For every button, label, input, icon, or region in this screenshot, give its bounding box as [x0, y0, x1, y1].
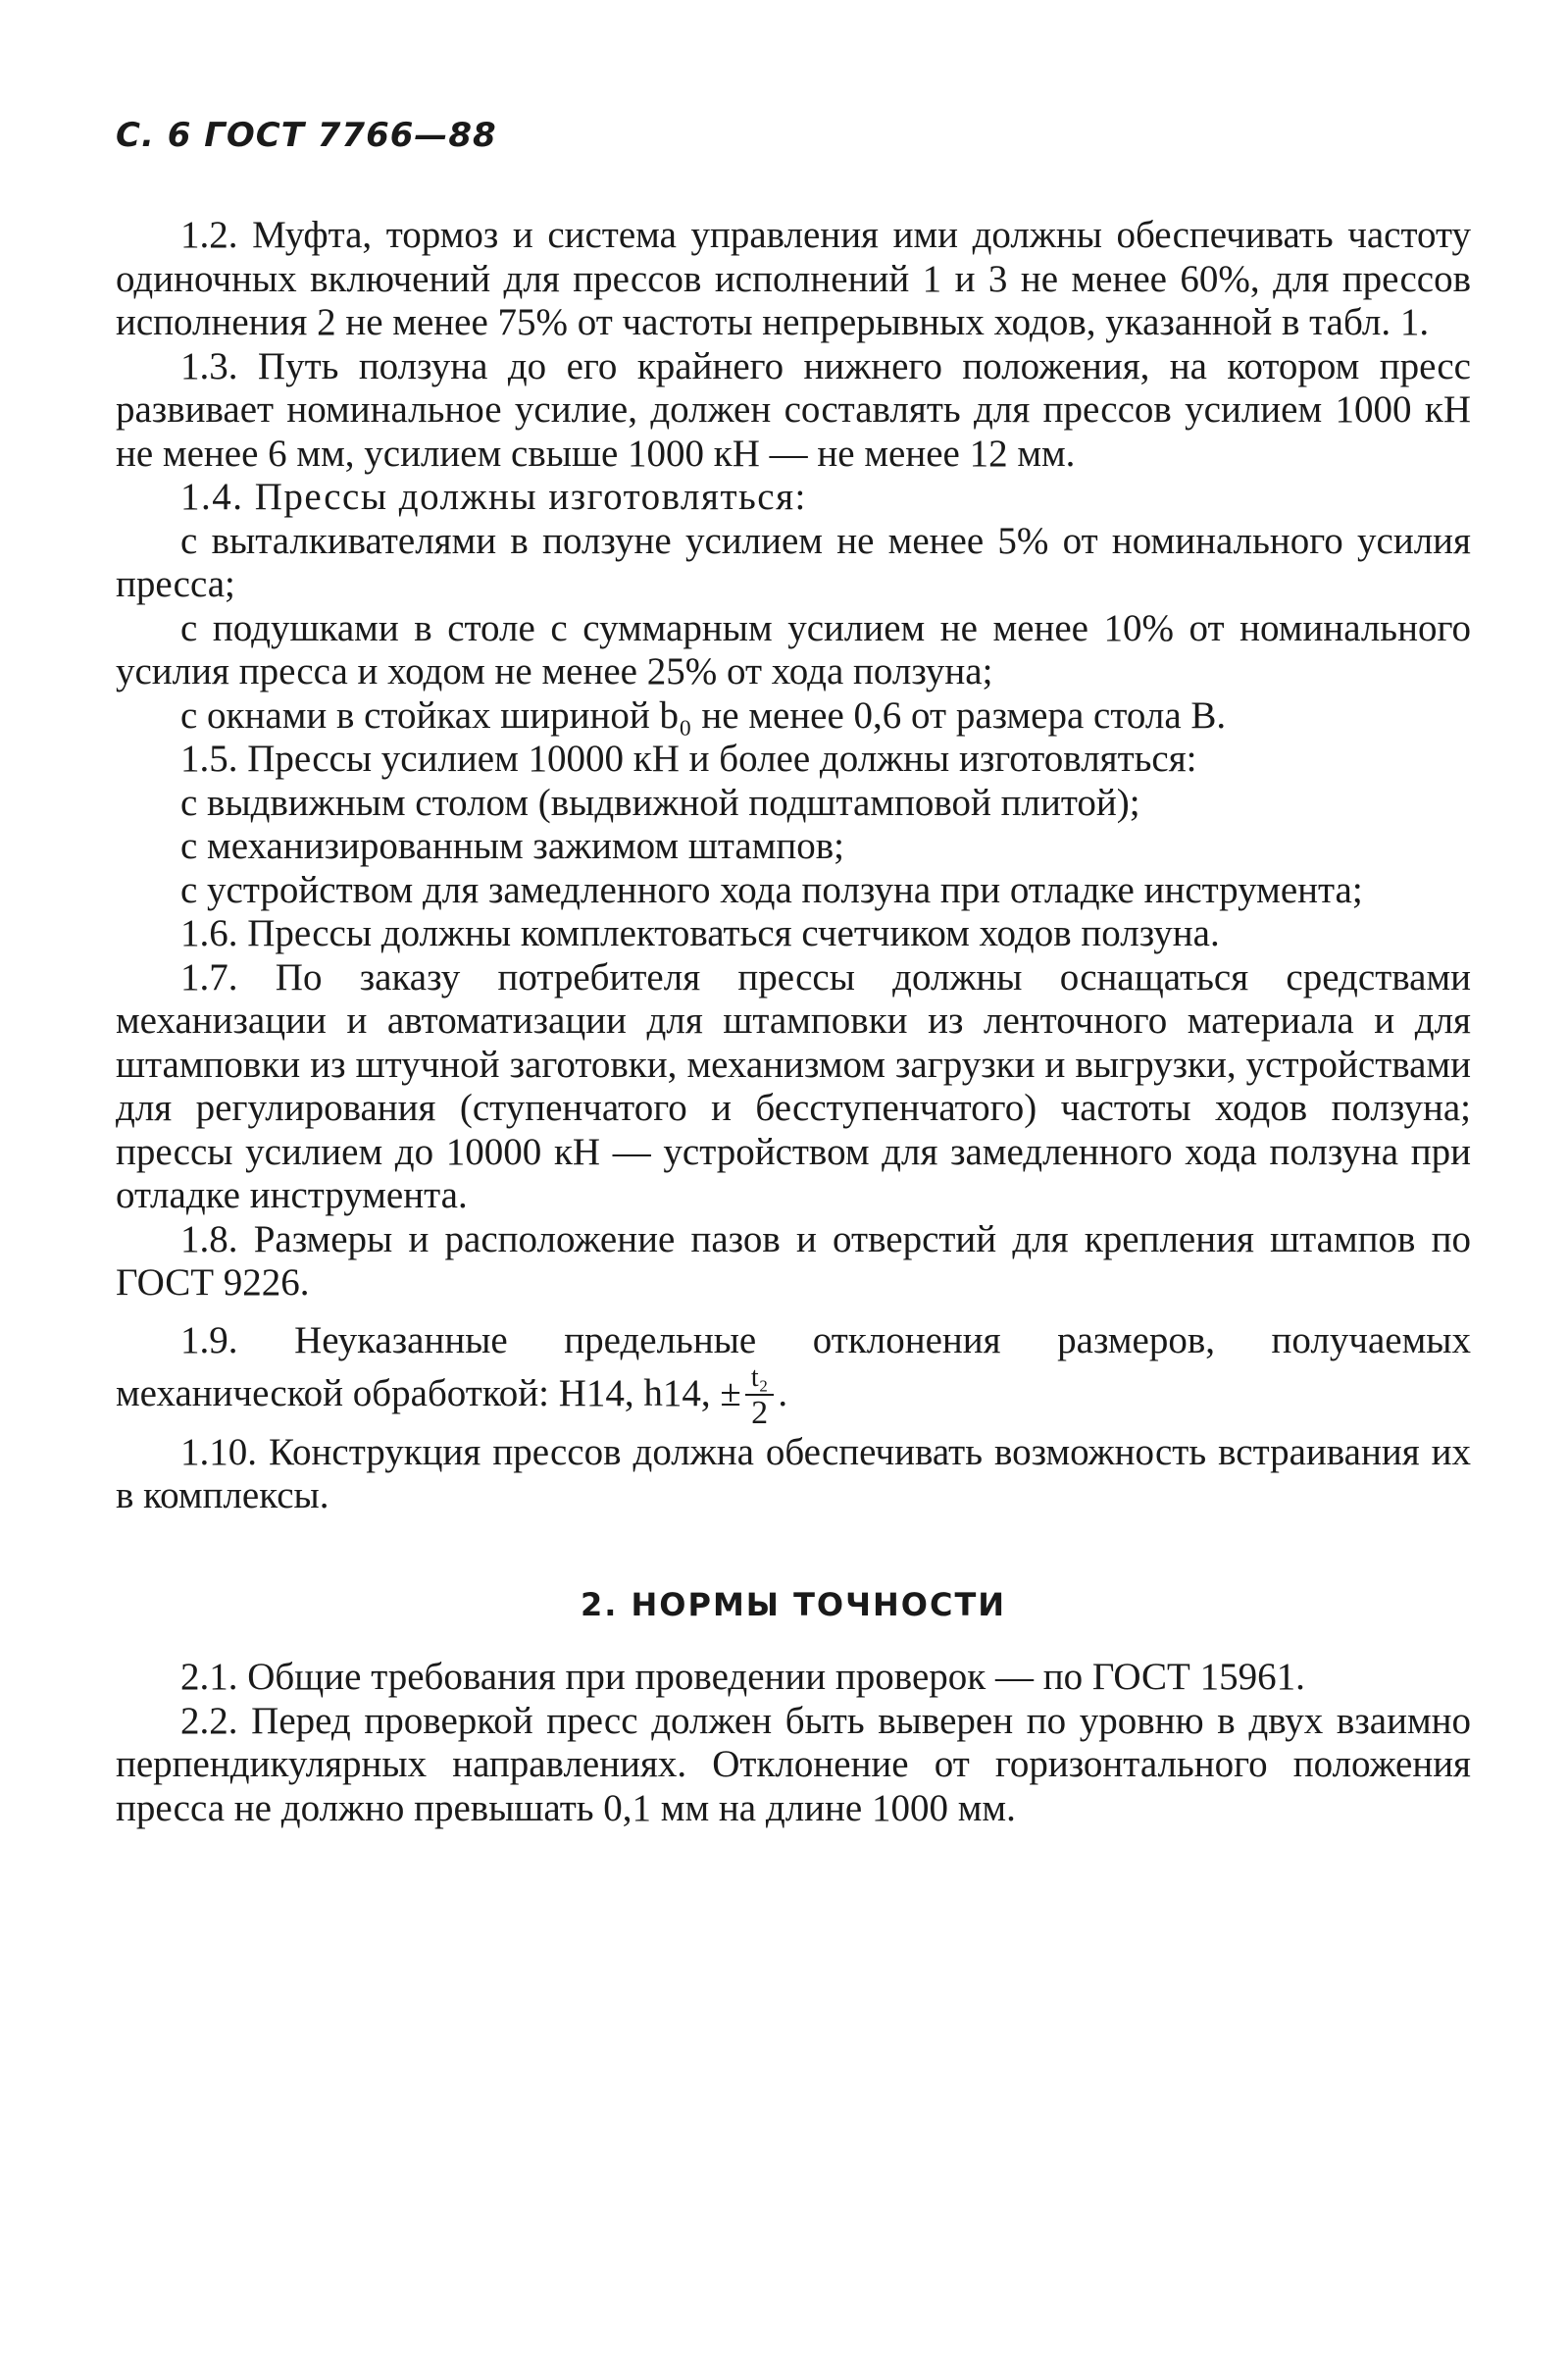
- paragraph-1-2: 1.2. Муфта, тормоз и система управления ими должны обеспечивать частоту одиночных включений для прессов исполнений 1 и 3 не менее 60%, для прессов исполнения 2 не менее 75% от частоты непрерывных ходов, указанной в табл. 1.: [116, 214, 1471, 343]
- paragraph-1-10: 1.10. Конструкция прессов должна обеспечивать возможность встраивания их в комплексы.: [116, 1430, 1471, 1516]
- tolerance-fraction: [745, 1362, 775, 1431]
- paragraph-1-4-item-windows: с окнами в стойках шириной b₀ не менее 0,6 от размера стола B.: [180, 693, 1227, 737]
- section-2-heading: 2. НОРМЫ ТОЧНОСТИ: [580, 1585, 1007, 1623]
- fraction-denominator: 2: [751, 1394, 769, 1431]
- paragraph-1-6: 1.6. Прессы должны комплектоваться счетчиком ходов ползуна.: [180, 912, 1220, 954]
- paragraph-2-2: 2.2. Перед проверкой пресс должен быть выверен по уровню в двух взаимно перпендикулярных направлениях. Отклонение от горизонтального положения пресса не должно превышать 0,1 мм на длине 1000 мм.: [116, 1699, 1471, 1829]
- paragraph-1-5: 1.5. Прессы усилием 10000 кН и более должны изготовляться:: [180, 738, 1197, 780]
- paragraph-1-4: 1.4. Прессы должны изготовляться:: [180, 476, 807, 518]
- paragraph-1-8: 1.8. Размеры и расположение пазов и отверстий для крепления штампов по ГОСТ 9226.: [116, 1217, 1471, 1304]
- paragraph-1-5-item-slow-stroke: с устройством для замедленного хода ползуна при отладке инструмента;: [180, 868, 1363, 911]
- paragraph-1-5-item-clamping: с механизированным зажимом штампов;: [180, 825, 844, 867]
- paragraph-2-1: 2.1. Общие требования при проведении проверок — по ГОСТ 15961.: [180, 1656, 1305, 1698]
- fraction-numerator: t₂: [745, 1362, 775, 1396]
- paragraph-1-9-end: .: [778, 1371, 788, 1414]
- paragraph-1-9-text: 1.9. Неуказанные предельные отклонения размеров, получаемых механической обработкой: H14, h14, ±: [116, 1318, 1471, 1414]
- page-header: С. 6 ГОСТ 7766—88: [116, 116, 497, 155]
- paragraph-1-3: 1.3. Путь ползуна до его крайнего нижнего положения, на котором пресс развивает номинальное усилие, должен составлять для прессов усилием 1000 кН не менее 6 мм, усилием свыше 1000 кН — не менее 12 мм.: [116, 344, 1471, 475]
- paragraph-1-5-item-table: с выдвижным столом (выдвижной подштамповой плитой);: [180, 781, 1140, 824]
- paragraph-1-4-item-ejectors: с выталкивателями в ползуне усилием не менее 5% от номинального усилия пресса;: [116, 519, 1471, 605]
- document-body: [116, 214, 1471, 1830]
- paragraph-1-4-item-cushions: с подушками в столе с суммарным усилием не менее 10% от номинального усилия пресса и ходом не менее 25% от хода ползуна;: [116, 606, 1471, 692]
- paragraph-1-9: [116, 1306, 1471, 1431]
- paragraph-1-7: 1.7. По заказу потребителя прессы должны оснащаться средствами механизации и автоматизации для штамповки из ленточного материала и для штамповки из штучной заготовки, механизмом загрузки и выгрузки, устройствами для регулирования (ступенчатого и бесступенчатого) частоты ходов ползуна; прессы усилием до 10000 кН — устройством для замедленного хода ползуна при отладке инструмента.: [116, 955, 1471, 1216]
